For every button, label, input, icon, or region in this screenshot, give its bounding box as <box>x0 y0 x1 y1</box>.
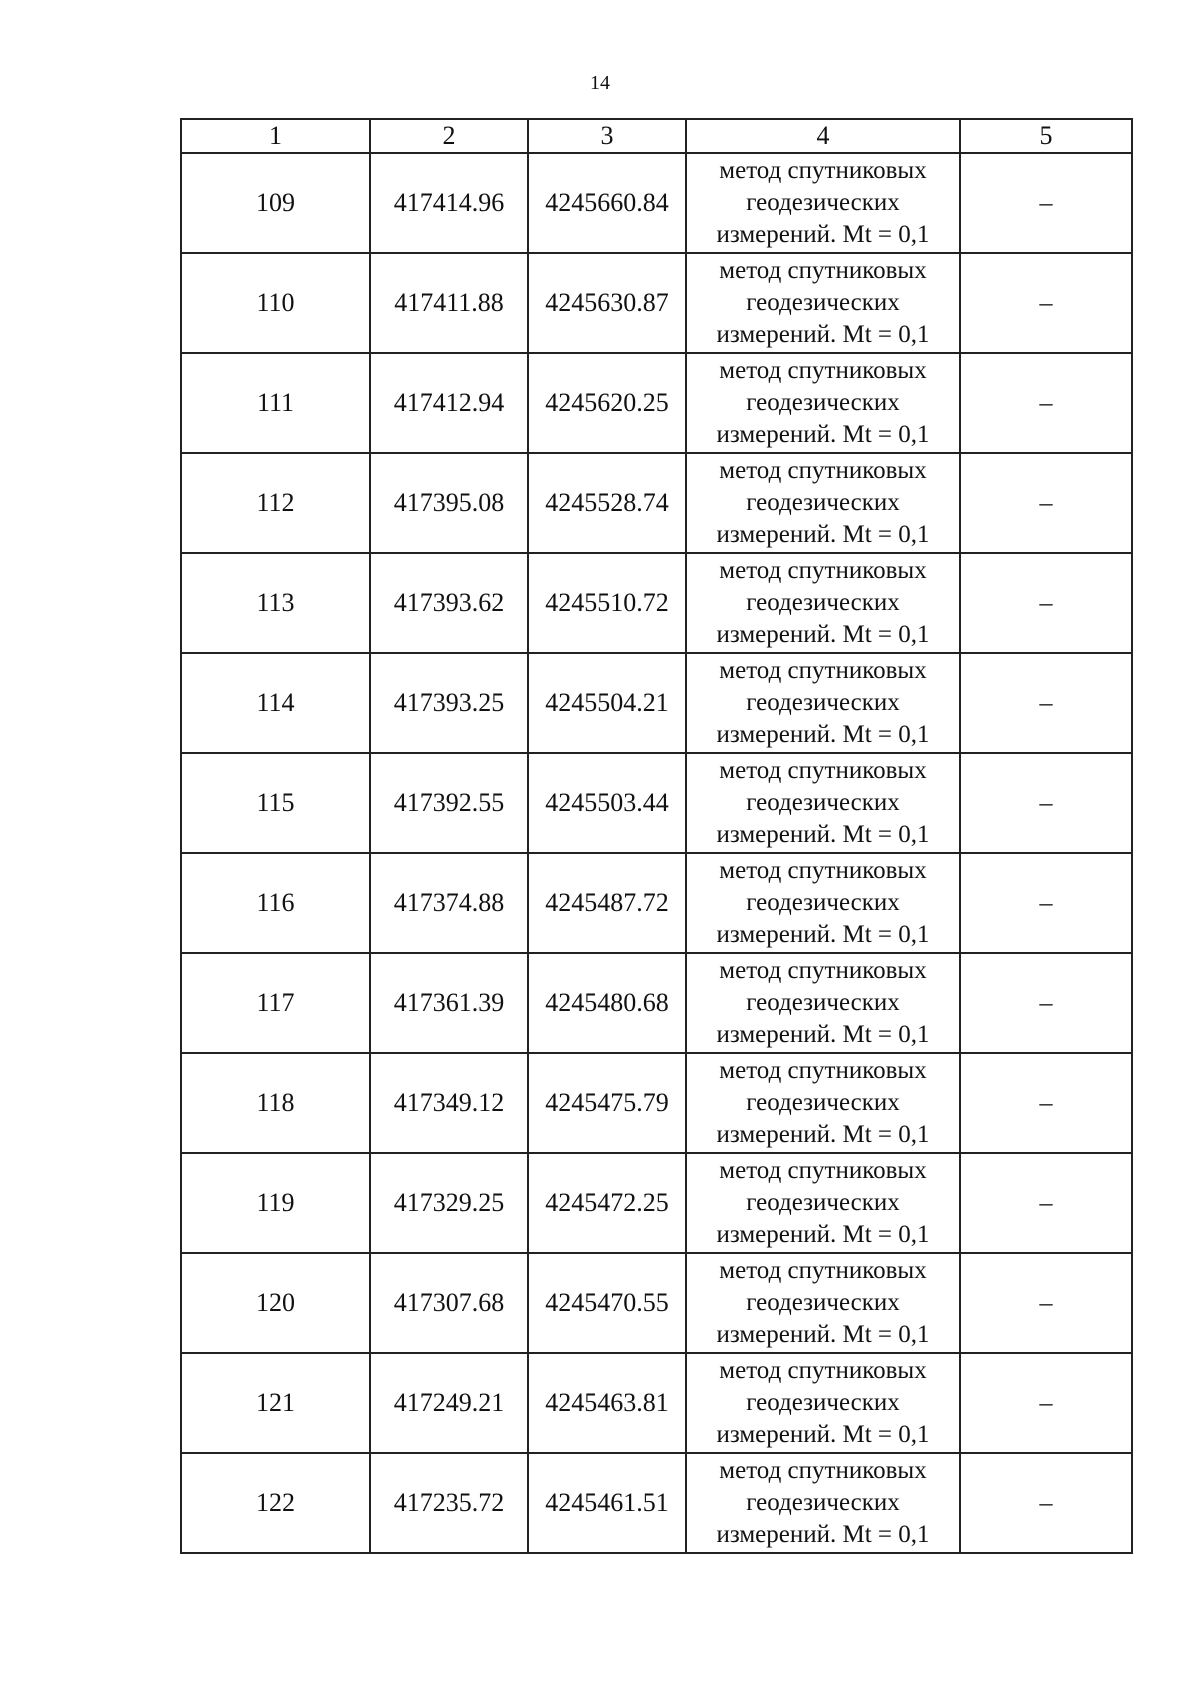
y-coordinate-cell: 4245660.84 <box>528 153 686 253</box>
x-coordinate-cell: 417349.12 <box>370 1053 528 1153</box>
y-coordinate-cell: 4245620.25 <box>528 353 686 453</box>
x-coordinate-cell: 417374.88 <box>370 853 528 953</box>
table-body <box>181 153 1132 1553</box>
table-row <box>181 753 1132 853</box>
point-number-cell: 116 <box>181 853 370 953</box>
table-row <box>181 653 1132 753</box>
x-coordinate-cell: 417412.94 <box>370 353 528 453</box>
column-header: 2 <box>370 119 528 153</box>
point-number-cell: 119 <box>181 1153 370 1253</box>
y-coordinate-cell: 4245475.79 <box>528 1053 686 1153</box>
x-coordinate-cell: 417361.39 <box>370 953 528 1053</box>
x-coordinate-cell: 417414.96 <box>370 153 528 253</box>
y-coordinate-cell: 4245503.44 <box>528 753 686 853</box>
x-coordinate-cell: 417249.21 <box>370 1353 528 1453</box>
table-row <box>181 253 1132 353</box>
x-coordinate-cell: 417307.68 <box>370 1253 528 1353</box>
note-cell: – <box>960 1253 1132 1353</box>
note-cell: – <box>960 1353 1132 1453</box>
note-cell: – <box>960 253 1132 353</box>
note-cell: – <box>960 153 1132 253</box>
y-coordinate-cell: 4245528.74 <box>528 453 686 553</box>
y-coordinate-cell: 4245487.72 <box>528 853 686 953</box>
method-description-cell: метод спутниковых геодезических измерений. Mt = 0,1 <box>686 553 960 653</box>
coordinates-table <box>180 118 1133 1554</box>
note-cell: – <box>960 1453 1132 1553</box>
method-description-cell: метод спутниковых геодезических измерений. Mt = 0,1 <box>686 653 960 753</box>
point-number-cell: 109 <box>181 153 370 253</box>
x-coordinate-cell: 417393.25 <box>370 653 528 753</box>
method-description-cell: метод спутниковых геодезических измерений. Mt = 0,1 <box>686 153 960 253</box>
method-description-cell: метод спутниковых геодезических измерений. Mt = 0,1 <box>686 1253 960 1353</box>
method-description-cell: метод спутниковых геодезических измерений. Mt = 0,1 <box>686 753 960 853</box>
table-row <box>181 1053 1132 1153</box>
note-cell: – <box>960 853 1132 953</box>
y-coordinate-cell: 4245630.87 <box>528 253 686 353</box>
table-row <box>181 1253 1132 1353</box>
x-coordinate-cell: 417392.55 <box>370 753 528 853</box>
header-row <box>181 119 1132 153</box>
y-coordinate-cell: 4245463.81 <box>528 1353 686 1453</box>
method-description-cell: метод спутниковых геодезических измерений. Mt = 0,1 <box>686 853 960 953</box>
y-coordinate-cell: 4245461.51 <box>528 1453 686 1553</box>
note-cell: – <box>960 453 1132 553</box>
point-number-cell: 112 <box>181 453 370 553</box>
y-coordinate-cell: 4245472.25 <box>528 1153 686 1253</box>
method-description-cell: метод спутниковых геодезических измерений. Mt = 0,1 <box>686 1453 960 1553</box>
table-row <box>181 853 1132 953</box>
point-number-cell: 113 <box>181 553 370 653</box>
point-number-cell: 114 <box>181 653 370 753</box>
column-header: 3 <box>528 119 686 153</box>
x-coordinate-cell: 417235.72 <box>370 1453 528 1553</box>
note-cell: – <box>960 1053 1132 1153</box>
point-number-cell: 111 <box>181 353 370 453</box>
y-coordinate-cell: 4245510.72 <box>528 553 686 653</box>
note-cell: – <box>960 553 1132 653</box>
table-row <box>181 153 1132 253</box>
table-row <box>181 553 1132 653</box>
note-cell: – <box>960 953 1132 1053</box>
x-coordinate-cell: 417393.62 <box>370 553 528 653</box>
table-row <box>181 1153 1132 1253</box>
x-coordinate-cell: 417395.08 <box>370 453 528 553</box>
table-row <box>181 1353 1132 1453</box>
point-number-cell: 117 <box>181 953 370 1053</box>
method-description-cell: метод спутниковых геодезических измерений. Mt = 0,1 <box>686 1153 960 1253</box>
column-header: 5 <box>960 119 1132 153</box>
note-cell: – <box>960 353 1132 453</box>
point-number-cell: 118 <box>181 1053 370 1153</box>
method-description-cell: метод спутниковых геодезических измерений. Mt = 0,1 <box>686 1353 960 1453</box>
page-number: 14 <box>590 72 610 94</box>
point-number-cell: 110 <box>181 253 370 353</box>
method-description-cell: метод спутниковых геодезических измерений. Mt = 0,1 <box>686 253 960 353</box>
y-coordinate-cell: 4245480.68 <box>528 953 686 1053</box>
method-description-cell: метод спутниковых геодезических измерений. Mt = 0,1 <box>686 1053 960 1153</box>
point-number-cell: 121 <box>181 1353 370 1453</box>
method-description-cell: метод спутниковых геодезических измерений. Mt = 0,1 <box>686 953 960 1053</box>
note-cell: – <box>960 1153 1132 1253</box>
note-cell: – <box>960 753 1132 853</box>
method-description-cell: метод спутниковых геодезических измерений. Mt = 0,1 <box>686 353 960 453</box>
point-number-cell: 122 <box>181 1453 370 1553</box>
table-row <box>181 453 1132 553</box>
x-coordinate-cell: 417411.88 <box>370 253 528 353</box>
table-header <box>181 119 1132 153</box>
y-coordinate-cell: 4245504.21 <box>528 653 686 753</box>
table-row <box>181 353 1132 453</box>
y-coordinate-cell: 4245470.55 <box>528 1253 686 1353</box>
note-cell: – <box>960 653 1132 753</box>
table-row <box>181 953 1132 1053</box>
column-header: 4 <box>686 119 960 153</box>
column-header: 1 <box>181 119 370 153</box>
x-coordinate-cell: 417329.25 <box>370 1153 528 1253</box>
point-number-cell: 120 <box>181 1253 370 1353</box>
point-number-cell: 115 <box>181 753 370 853</box>
table-row <box>181 1453 1132 1553</box>
method-description-cell: метод спутниковых геодезических измерений. Mt = 0,1 <box>686 453 960 553</box>
